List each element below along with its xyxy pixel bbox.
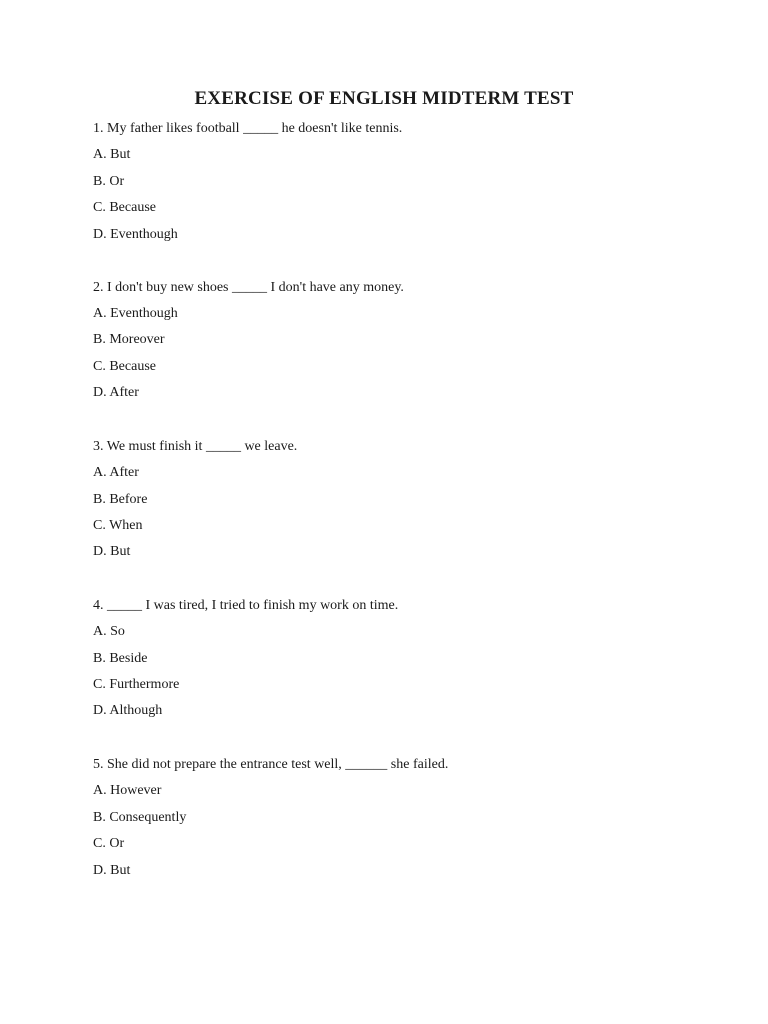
question-2-option-c: C. Because	[93, 359, 156, 374]
question-5-option-a: A. However	[93, 783, 162, 798]
question-4-option-a: A. So	[93, 624, 125, 639]
question-4-stem: 4. _____ I was tired, I tried to finish my work on time.	[93, 598, 399, 613]
question-1-option-a: A. But	[93, 147, 131, 162]
question-4-option-c: C. Furthermore	[93, 677, 180, 692]
question-5-stem: 5. She did not prepare the entrance test well, ______ she failed.	[93, 757, 449, 772]
page-title: EXERCISE OF ENGLISH MIDTERM TEST	[194, 88, 574, 109]
question-3-option-b: B. Before	[93, 492, 148, 507]
question-4-option-d: D. Although	[93, 703, 163, 718]
question-2-option-b: B. Moreover	[93, 332, 165, 347]
question-3-option-d: D. But	[93, 544, 131, 559]
question-1-option-c: C. Because	[93, 200, 156, 215]
question-5-option-d: D. But	[93, 863, 131, 878]
question-3-option-c: C. When	[93, 518, 143, 533]
question-2-option-d: D. After	[93, 385, 139, 400]
question-3-option-a: A. After	[93, 465, 139, 480]
question-1-option-d: D. Eventhough	[93, 227, 178, 242]
question-1-stem: 1. My father likes football _____ he doesn't like tennis.	[93, 121, 403, 136]
question-5-option-b: B. Consequently	[93, 810, 187, 825]
question-3-stem: 3. We must finish it _____ we leave.	[93, 439, 298, 454]
question-4-option-b: B. Beside	[93, 651, 148, 666]
question-2-option-a: A. Eventhough	[93, 306, 178, 321]
question-1-option-b: B. Or	[93, 174, 125, 189]
question-2-stem: 2. I don't buy new shoes _____ I don't have any money.	[93, 280, 404, 295]
question-5-option-c: C. Or	[93, 836, 125, 851]
